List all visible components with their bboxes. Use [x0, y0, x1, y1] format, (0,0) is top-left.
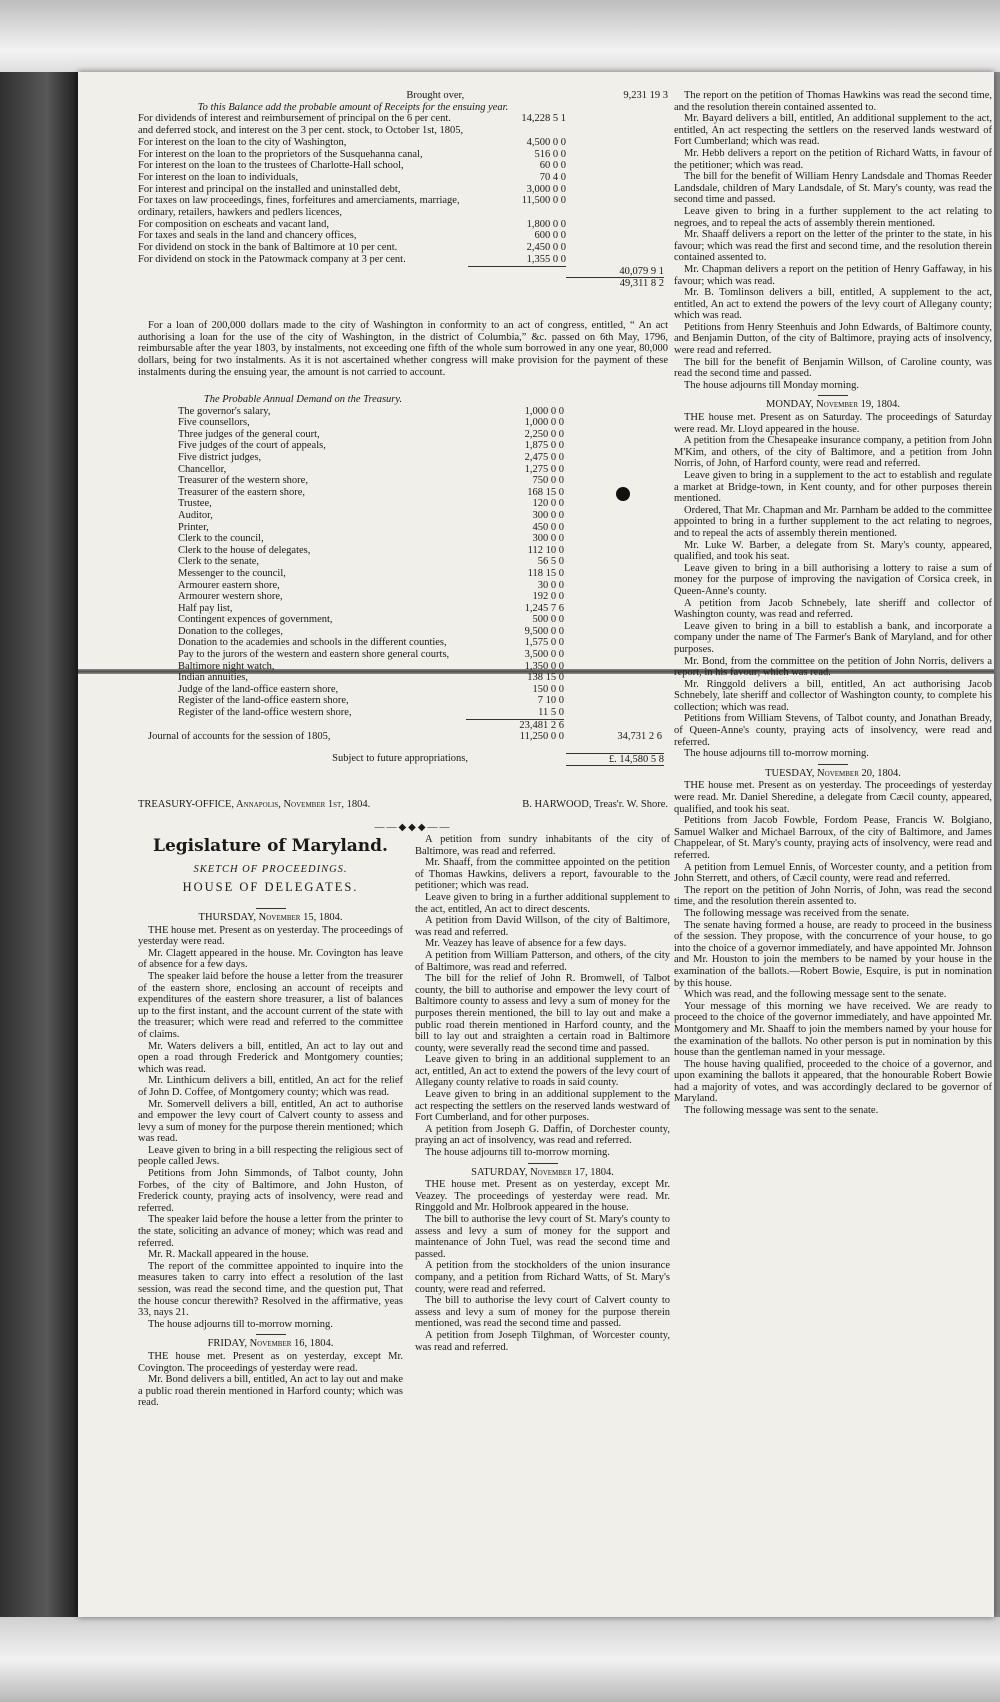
receipts-total-row — [138, 266, 668, 278]
demand-row — [138, 603, 668, 615]
proceeding-paragraph: The house adjourns till to-morrow morning. — [684, 748, 869, 760]
proceeding-paragraph: Mr. Shaaff delivers a report on the letter of the printer to the state, in his favour; which was read the first and second time, and the resolution therein contained assented to. — [674, 229, 992, 264]
receipt-row-label: For composition on escheats and vacant land, — [138, 218, 329, 230]
proceeding-paragraph: Ordered, That Mr. Chapman and Mr. Parnham be added to the committee appointed to bring in a further supplement to the act relating to negroes, and to repeal the acts of assembly therein mentioned. — [674, 504, 992, 539]
loan-paragraph: For a loan of 200,000 dollars made to the city of Washington in conformity to an act of congress, entitled, “ An act authorising a loan for the use of the city of Washington, in the district of Columbia,” &c. passed on 6th May, 1796, reimbursable after the year 1803, by instalments, not exceeding one fifth of the whole sum borrowed in any one year, 80,000 dollars, being for two instalments. As it is not ascertained whether congress will make provision for the payment of these instalments during the ensuing year, the amount is not carried to account. — [138, 320, 668, 378]
demand-row — [138, 452, 668, 464]
proceeding-paragraph: Mr. R. Mackall appeared in the house. — [148, 1249, 309, 1261]
demand-row-amount: 750 0 0 — [532, 475, 564, 487]
receipt-row-label: For interest on the loan to the city of Washington, — [138, 136, 347, 148]
proceeding-paragraph: Mr. Linthicum delivers a bill, entitled, An act for the relief of John D. Coffee, of Montgomery county; which was read. — [138, 1075, 403, 1098]
brought-over-row — [138, 90, 668, 102]
day-divider — [528, 1163, 558, 1164]
receipt-row-amount: 4,500 0 0 — [526, 136, 566, 148]
session-date: TUESDAY, November 20, 1804. — [765, 767, 901, 779]
day-divider — [818, 764, 848, 765]
proceeding-paragraph: THE house met. Present as on yesterday. The proceedings of yesterday were read. — [138, 924, 403, 948]
demand-row-label: Treasurer of the eastern shore, — [178, 486, 306, 498]
demand-row — [138, 545, 668, 557]
demand-row-label: Register of the land-office western shore, — [178, 707, 352, 719]
proceeding-paragraph: The bill to authorise the levy court of Calvert county to assess and levy a sum of money for the purpose therein mentioned, was read the second time and passed. — [415, 1295, 670, 1330]
demand-row-amount: 1,000 0 0 — [524, 405, 564, 417]
demand-row — [138, 510, 668, 522]
demand-row-label: Armourer western shore, — [178, 591, 283, 603]
receipt-row-label: For interest on the loan to the proprietors of the Susquehanna canal, — [138, 148, 423, 160]
proceeding-paragraph: A petition from Jacob Schnebely, late sheriff and collector of Washington county, was read and referred. — [674, 597, 992, 621]
receipt-row — [138, 137, 668, 149]
receipt-row — [138, 149, 668, 161]
receipt-row-label: For interest and principal on the installed and uninstalled debt, — [138, 183, 401, 195]
demand-row — [138, 429, 668, 441]
receipts-heading: To this Balance add the probable amount of Receipts for the ensuing year. — [197, 101, 509, 113]
proceedings-column-3 — [674, 90, 992, 1117]
demand-row-label: Chancellor, — [178, 463, 227, 475]
receipt-row-label: For taxes on law proceedings, fines, forfeitures and amerciaments, marriage, ordinary, retailers, hawkers and pedlers licences, — [138, 195, 460, 219]
proceeding-paragraph: Mr. Bond delivers a bill, entitled, An act to lay out and make a public road therein mentioned in Harford county; which was read. — [138, 1374, 403, 1409]
proceeding-paragraph: Petitions from John Simmonds, of Talbot county, John Forbes, of the city of Baltimore, and John Huston, of Frederick county, praying acts of insolvency, were read and referred. — [138, 1168, 403, 1214]
receipt-row-amount: 70 4 0 — [539, 171, 566, 183]
house-heading: HOUSE OF DELEGATES. — [182, 880, 359, 894]
demand-row — [138, 568, 668, 580]
proceeding-paragraph: Petitions from Henry Steenhuis and John Edwards, of Baltimore county, and Benjamin Dutton, of the city of Baltimore, praying acts of insolvency, were read and referred. — [674, 321, 992, 357]
proceeding-paragraph: The bill for the benefit of Benjamin Willson, of Caroline county, was read the second time and passed. — [674, 356, 992, 380]
grand-total-row — [138, 277, 668, 290]
proceeding-paragraph: Leave given to bring in a bill respecting the religious sect of people called Jews. — [138, 1144, 403, 1168]
proceeding-paragraph: The following message was received from the senate. — [684, 907, 910, 919]
demand-row-amount: 450 0 0 — [532, 521, 564, 533]
proceeding-paragraph: A petition from Lemuel Ennis, of Worcester county, and a petition from John Sterrett, and others, of Cæcil county, were read and referred. — [674, 861, 992, 885]
demand-row-amount: 3,500 0 0 — [524, 649, 564, 661]
demand-row — [138, 661, 668, 673]
appropriations-total: £. 14,580 5 8 — [566, 753, 664, 767]
receipt-row-amount: 60 0 0 — [539, 160, 566, 172]
demand-heading: The Probable Annual Demand on the Treasury. — [203, 394, 403, 405]
proceeding-paragraph: Mr. Waters delivers a bill, entitled, An act to lay out and open a road through Frederick and Montgomery counties; which was read. — [138, 1040, 403, 1075]
demand-row — [138, 626, 668, 638]
proceeding-paragraph: Mr. Somervell delivers a bill, entitled, An act to authorise and empower the levy court of Calvert county to assess and levy a sum of money for the purpose therein mentioned; which was read. — [138, 1098, 403, 1145]
proceeding-paragraph: The following message was sent to the senate. — [684, 1105, 879, 1117]
proceeding-paragraph: Leave given to bring in a supplement to the act to establish and regulate a market at Bridge-town, in Kent county, and for other purposes therein mentioned. — [674, 470, 992, 505]
demand-row-amount: 300 0 0 — [532, 533, 564, 545]
proceeding-paragraph: Mr. Ringgold delivers a bill, entitled, An act authorising Jacob Schnebely, late sheriff and collector of Washington county, to complete his collection; which was read. — [674, 678, 992, 713]
proceeding-paragraph: Which was read, and the following message sent to the senate. — [684, 989, 947, 1001]
proceeding-paragraph: THE house met. Present as on Saturday. The proceedings of Saturday were read. Mr. Lloyd appeared in the house. — [674, 412, 992, 435]
receipt-row — [138, 230, 668, 242]
demand-row — [138, 614, 668, 626]
demand-row — [138, 695, 668, 707]
demand-row-label: Trustee, — [178, 498, 212, 510]
demand-row-label: Donation to the colleges, — [178, 625, 283, 637]
demand-row-label: Pay to the jurors of the western and eastern shore general courts, — [178, 649, 450, 661]
demand-row — [138, 591, 668, 603]
receipt-row-amount: 600 0 0 — [534, 230, 566, 242]
journal-amount: 11,250 0 0 — [519, 731, 564, 743]
demand-row-amount: 11 5 0 — [538, 707, 564, 719]
demand-row — [138, 533, 668, 545]
demand-row-label: The governor's salary, — [178, 405, 271, 417]
proceeding-paragraph: The house adjourns till to-morrow morning. — [425, 1147, 610, 1159]
legislature-title: Legislature of Maryland. — [153, 836, 388, 856]
proceeding-paragraph: Leave given to bring in an additional supplement to the act respecting the settlers on the reserved lands westward of Fort Cumberland, and for other purposes. — [415, 1089, 670, 1124]
demand-row — [138, 487, 668, 499]
demand-row-label: Register of the land-office eastern shore, — [178, 695, 349, 707]
proceeding-paragraph: The report on the petition of John Norris, of John, was read the second time, and the resolution therein assented to. — [674, 884, 992, 908]
demand-row-label: Judge of the land-office eastern shore, — [178, 683, 339, 695]
demand-row — [138, 417, 668, 429]
session-date: SATURDAY, November 17, 1804. — [471, 1166, 614, 1178]
proceeding-paragraph: Your message of this morning we have received. We are ready to proceed to the choice of the governor immediately, and have appointed Mr. Montgomery and Mr. Shaaff to join the members named by your house for the examination of the ballots. No other person is put in nomination by this house than the gentleman named in your message. — [674, 1000, 992, 1059]
proceeding-paragraph: Mr. Shaaff, from the committee appointed on the petition of Thomas Hawkins, delivers a report, favourable to the petitioner; which was read. — [415, 857, 670, 892]
proceeding-paragraph: Leave given to bring in a further supplement to the act relating to negroes, and to repeal the acts of assembly therein mentioned. — [674, 205, 992, 229]
receipt-row-amount: 516 0 0 — [534, 148, 566, 160]
session-date: THURSDAY, November 15, 1804. — [198, 912, 343, 923]
session-date: FRIDAY, November 16, 1804. — [207, 1338, 334, 1350]
proceeding-paragraph: THE house met. Present as on yesterday, except Mr. Veazey. The proceedings of yesterday were read. Mr. Ringgold and Mr. Holbrook appeared in the house. — [415, 1179, 670, 1214]
receipt-row-label: For dividend on stock in the Patowmack company at 3 per cent. — [138, 253, 406, 265]
receipt-row-amount: 1,800 0 0 — [526, 218, 566, 230]
demand-row-amount: 1,350 0 0 — [524, 660, 564, 672]
appropriations-row — [138, 753, 668, 767]
demand-row-amount: 150 0 0 — [532, 683, 564, 695]
newspaper-page — [78, 72, 994, 1617]
receipt-row — [138, 195, 668, 218]
demand-row — [138, 498, 668, 510]
demand-row-label: Auditor, — [178, 509, 213, 521]
demand-row-label: Donation to the academies and schools in the different counties, — [178, 637, 447, 649]
proceeding-paragraph: The report on the petition of Thomas Hawkins was read the second time, and the resolution therein contained assented to. — [674, 90, 992, 113]
proceeding-paragraph: The report of the committee appointed to inquire into the measures taken to carry into effect a resolution of the last session, was read the second time, and the question put, That the house concur therewith? Resolved in the affirmative, yeas 33, nays 21. — [138, 1260, 403, 1319]
demand-row — [138, 672, 668, 684]
proceeding-paragraph: Mr. Veazey has leave of absence for a few days. — [425, 938, 627, 950]
proceeding-paragraph: Leave given to bring in a bill to establish a bank, and incorporate a company under the name of The Farmer's Bank of Maryland, and for other purposes. — [674, 620, 992, 655]
demand-row-label: Clerk to the house of delegates, — [178, 544, 311, 556]
demand-row — [138, 556, 668, 568]
demand-row-label: Five counsellors, — [178, 417, 250, 429]
proceeding-paragraph: Mr. B. Tomlinson delivers a bill, entitled, A supplement to the act, entitled, An act to extend the powers of the levy court of Allegany county; which was read. — [674, 287, 992, 322]
demand-row-amount: 138 15 0 — [527, 672, 564, 684]
brought-over-total: 9,231 19 3 — [623, 90, 668, 101]
legislature-subtitle: SKETCH OF PROCEEDINGS. — [193, 864, 348, 875]
treasury-receipts — [138, 90, 668, 290]
proceeding-paragraph: The house having qualified, proceeded to the choice of a governor, and upon examining the ballots it appeared, that the honourable Robert Bowie had a majority of votes, and was accordingly declared to be governor of Maryland. — [674, 1058, 992, 1105]
receipt-row — [138, 160, 668, 172]
demand-row-amount: 118 15 0 — [527, 567, 564, 579]
receipt-row-amount: 1,355 0 0 — [526, 253, 566, 265]
demand-row — [138, 684, 668, 696]
demand-row-amount: 168 15 0 — [527, 486, 564, 498]
demand-subtotal: 23,481 2 6 — [466, 719, 564, 732]
proceeding-paragraph: Leave given to bring in a further additional supplement to the act, entitled, An act to direct descents. — [415, 891, 670, 915]
receipt-row-label: For interest on the loan to individuals, — [138, 171, 299, 183]
receipt-row-amount: 3,000 0 0 — [526, 183, 566, 195]
proceeding-paragraph: Leave given to bring in an additional supplement to an act, entitled, An act to extend the powers of the levy court of Allegany county relative to roads in said county. — [415, 1054, 670, 1089]
scan-bottom-margin — [0, 1617, 1000, 1702]
demand-row-label: Treasurer of the western shore, — [178, 475, 308, 487]
demand-row — [138, 637, 668, 649]
receipt-row-label: For dividends of interest and reimbursement of principal on the 6 per cent. and deferred stock, and interest on the 3 per cent. stock, to October 1st, 1805, — [138, 113, 464, 137]
day-divider — [818, 395, 848, 396]
appropriations-label: Subject to future appropriations, — [332, 752, 468, 764]
receipt-row — [138, 172, 668, 184]
proceeding-paragraph: The senate having formed a house, are ready to proceed in the business of the session. They propose, with the concurrence of your house, to go into the choice of a governor immediately, and have appointed Mr. Johnson and Mr. Houston to join the members to be named by your house in the examination of the ballots.—Robert Bowie, Esquire, is put in nomination by this house. — [674, 919, 992, 989]
receipt-row-label: For dividend on stock in the bank of Baltimore at 10 per cent. — [138, 242, 398, 254]
demand-row-amount: 500 0 0 — [532, 614, 564, 626]
demand-row-label: Five judges of the court of appeals, — [178, 440, 326, 452]
demand-row — [138, 475, 668, 487]
demand-row-amount: 1,575 0 0 — [524, 637, 564, 649]
demand-row-amount: 1,000 0 0 — [524, 417, 564, 429]
proceeding-paragraph: Petitions from Jacob Fowble, Fordom Pease, Francis W. Bolgiano, Samuel Walker and Michael Barroux, of the city of Baltimore, and James Chappelear, of St. Mary's county, praying acts of insolvency, were read and referred. — [674, 815, 992, 861]
proceeding-paragraph: The house adjourns till Monday morning. — [684, 379, 859, 391]
proceeding-paragraph: Mr. Chapman delivers a report on the petition of Henry Gaffaway, in his favour; which was read. — [674, 263, 992, 287]
grand-total: 49,311 8 2 — [566, 277, 664, 290]
demand-row-amount: 112 10 0 — [527, 544, 564, 556]
proceeding-paragraph: Leave given to bring in a bill authorising a lottery to raise a sum of money for the purpose of improving the navigation of Corsica creek, in Queen-Anne's county. — [674, 562, 992, 597]
demand-row-amount: 120 0 0 — [532, 498, 564, 510]
proceeding-paragraph: A petition from the stockholders of the union insurance company, and a petition from Richard Watts, of St. Mary's county, were read and referred. — [415, 1260, 670, 1295]
proceeding-paragraph: A petition from Joseph Tilghman, of Worcester county, was read and referred. — [415, 1329, 670, 1353]
proceeding-paragraph: THE house met. Present as on yesterday, except Mr. Covington. The proceedings of yesterday were read. — [138, 1350, 403, 1374]
proceeding-paragraph: The speaker laid before the house a letter from the treasurer of the eastern shore, enclosing an account of receipts and expenditures of the eastern shore treasurer, a list of balances up to the first instant, and the account current of the state with the treasurer; which were read and referred to the committee of claims. — [138, 970, 403, 1040]
receipt-row — [138, 219, 668, 231]
demand-row — [138, 464, 668, 476]
proceeding-paragraph: Mr. Clagett appeared in the house. Mr. Covington has leave of absence for a few days. — [138, 947, 403, 971]
day-divider — [256, 1334, 286, 1335]
demand-row-label: Messenger to the council, — [178, 567, 286, 579]
demand-row-amount: 1,875 0 0 — [524, 440, 564, 452]
receipt-row — [138, 113, 668, 136]
day-divider — [256, 908, 286, 909]
proceeding-paragraph: Mr. Luke W. Barber, a delegate from St. Mary's county, appeared, qualified, and took his seat. — [674, 539, 992, 563]
proceeding-paragraph: A petition from David Willson, of the city of Baltimore, was read and referred. — [415, 915, 670, 938]
demand-row-label: Printer, — [178, 521, 209, 533]
proceeding-paragraph: The house adjourns till to-morrow morning. — [148, 1318, 333, 1330]
receipt-row-label: For interest on the loan to the trustees of Charlotte-Hall school, — [138, 160, 404, 172]
treasury-office-line: TREASURY-OFFICE, Annapolis, November 1st, 1804. — [138, 799, 371, 810]
journal-total: 34,731 2 6 — [617, 731, 662, 743]
demand-row-amount: 300 0 0 — [532, 509, 564, 521]
receipt-row — [138, 254, 668, 266]
receipts-list — [138, 113, 668, 265]
demand-row-amount: 56 5 0 — [537, 556, 564, 568]
demand-row-amount: 2,250 0 0 — [524, 428, 564, 440]
proceeding-paragraph: A petition from the Chesapeake insurance company, a petition from John M'Kim, and others, of the city of Baltimore, and a petition from John Norris, of John, of Harford county, were read and referred. — [674, 435, 992, 470]
proceeding-paragraph: The speaker laid before the house a letter from the printer to the state, soliciting an advance of money; which was read and referred. — [138, 1214, 403, 1249]
demand-row-label: Baltimore night watch, — [178, 660, 275, 672]
demand-row — [138, 440, 668, 452]
receipts-total: 40,079 9 1 — [619, 265, 664, 277]
demand-row-amount: 30 0 0 — [537, 579, 564, 591]
demand-row-label: Clerk to the council, — [178, 533, 264, 545]
receipt-row — [138, 184, 668, 196]
demand-row — [138, 522, 668, 534]
scan-binding-shadow — [0, 72, 78, 1632]
demand-row-amount: 1,275 0 0 — [524, 463, 564, 475]
receipt-row-amount: 14,228 5 1 — [521, 113, 566, 125]
demand-subtotal-row — [138, 719, 668, 732]
proceeding-paragraph: Mr. Bayard delivers a bill, entitled, An additional supplement to the act, entitled, An act respecting the settlers on the reserved lands westward of Fort Cumberland; which was read. — [674, 113, 992, 148]
demand-row — [138, 649, 668, 661]
receipt-row-amount: 2,450 0 0 — [526, 242, 566, 254]
proceeding-paragraph: A petition from Joseph G. Daffin, of Dorchester county, praying an act of insolvency, was read and referred. — [415, 1123, 670, 1147]
proceeding-paragraph: THE house met. Present as on yesterday. The proceedings of yesterday were read. Mr. Daniel Sheredine, a delegate from Cæcil county, appeared, qualified, and took his seat. — [674, 780, 992, 815]
demand-list — [138, 406, 668, 719]
demand-row-amount: 7 10 0 — [537, 695, 564, 707]
demand-row-label: Clerk to the senate, — [178, 556, 260, 568]
proceeding-paragraph: Petitions from William Stevens, of Talbot county, and Jonathan Bready, of Queen-Anne's county, praying acts of insolvency, were read and referred. — [674, 713, 992, 748]
treasurer-signature: B. HARWOOD, Treas'r. W. Shore. — [522, 799, 668, 810]
proceeding-paragraph: The bill for the benefit of William Henry Landsdale and Thomas Reeder Landsdale, children of Mary Landsdale, of St. Mary's county, was read the second time and passed. — [674, 171, 992, 206]
session-date: MONDAY, November 19, 1804. — [766, 399, 900, 411]
treasury-signature-line — [138, 799, 668, 810]
demand-row-amount: 2,475 0 0 — [524, 451, 564, 463]
treasury-demands — [138, 394, 668, 766]
demand-row-label: Contingent expences of government, — [178, 614, 333, 626]
demand-row-amount: 1,245 7 6 — [524, 602, 564, 614]
demand-row-amount: 192 0 0 — [532, 591, 564, 603]
receipt-row-label: For taxes and seals in the land and chancery offices, — [138, 230, 357, 242]
section-divider-ornament: ——◆◆◆—— — [374, 822, 452, 833]
proceeding-paragraph: A petition from sundry inhabitants of the city of Baltimore, was read and referred. — [415, 834, 670, 857]
demand-row — [138, 406, 668, 418]
receipt-row-amount: 11,500 0 0 — [521, 195, 566, 207]
journal-label: Journal of accounts for the session of 1805, — [148, 731, 331, 743]
demand-row-label: Armourer eastern shore, — [178, 579, 280, 591]
demand-row — [138, 580, 668, 592]
scan-top-margin — [0, 0, 1000, 72]
brought-over-label: Brought over, — [406, 90, 465, 101]
demand-row — [138, 707, 668, 719]
proceeding-paragraph: The bill for the relief of John R. Bromwell, of Talbot county, the bill to authorise and empower the levy court of Baltimore county to assess and levy a sum of money for the purposes therein mentioned, the bill to lay out and make a public road therein mentioned in Harford county, and the bill to lay out and straighten a certain road in Baltimore county, were severally read the second time and passed. — [415, 973, 670, 1054]
demand-row-label: Three judges of the general court, — [178, 428, 320, 440]
journal-row — [138, 731, 668, 743]
proceedings-column-2 — [415, 834, 670, 1353]
proceedings-column-1 — [138, 904, 403, 1409]
proceeding-paragraph: Mr. Hebb delivers a report on the petition of Richard Watts, in favour of the petitioner; which was read. — [674, 147, 992, 171]
demand-row-label: Indian annuities, — [178, 672, 248, 684]
proceeding-paragraph: The bill to authorise the levy court of St. Mary's county to assess and levy a sum of money for the support and maintenance of John Tuel, was read the second time and passed. — [415, 1214, 670, 1260]
receipt-row — [138, 242, 668, 254]
proceeding-paragraph: A petition from William Patterson, and others, of the city of Baltimore, was read and referred. — [415, 949, 670, 973]
proceeding-paragraph: Mr. Bond, from the committee on the petition of John Norris, delivers a report, in his favour; which was read. — [674, 655, 992, 679]
demand-row-label: Half pay list, — [178, 602, 233, 614]
demand-row-amount: 9,500 0 0 — [524, 625, 564, 637]
demand-row-label: Five district judges, — [178, 451, 262, 463]
